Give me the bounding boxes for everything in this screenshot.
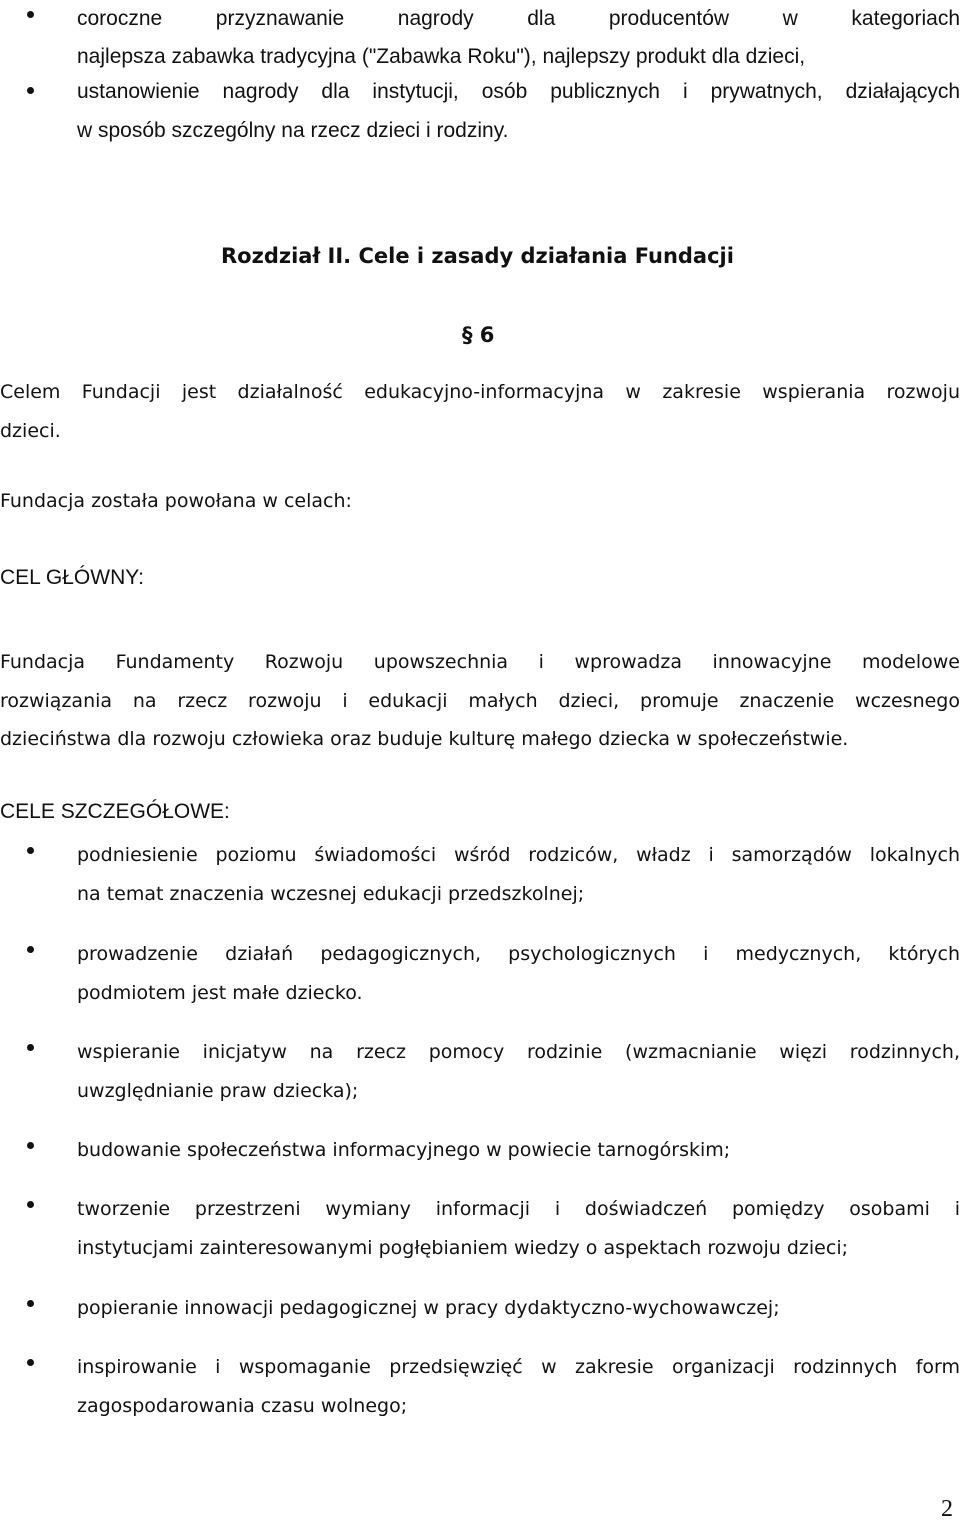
- list-item-line: zagospodarowania czasu wolnego;: [77, 1394, 408, 1417]
- bullet-icon: [27, 1359, 34, 1366]
- bullet-icon: [27, 87, 34, 94]
- aim-paragraph: [0, 373, 960, 451]
- main-goal-label: CEL GŁÓWNY:: [0, 566, 144, 589]
- list-item-line: coroczne przyznawanie nagrody dla producentów w kategoriach: [77, 7, 960, 30]
- paragraph-line: rozwiązania na rzecz rozwoju i edukacji małych dzieci, promuje znaczenie wczesnego: [0, 689, 960, 712]
- list-item-line: podmiotem jest małe dziecko.: [77, 981, 363, 1004]
- paragraph-line: dzieciństwa dla rozwoju człowieka oraz buduje kulturę małego dziecka w społeczeństwie.: [0, 728, 849, 750]
- specific-goals-label: CELE SZCZEGÓŁOWE:: [0, 800, 230, 823]
- list-item-line: podniesienie poziomu świadomości wśród rodziców, władz i samorządów lokalnych: [77, 844, 960, 866]
- chapter-title: Rozdział II. Cele i zasady działania Fundacji: [221, 244, 734, 268]
- list-item-line: tworzenie przestrzeni wymiany informacji i doświadczeń pomiędzy osobami i: [77, 1198, 960, 1220]
- bullet-icon: [27, 11, 34, 18]
- list-item-line: budowanie społeczeństwa informacyjnego w powiecie tarnogórskim;: [77, 1139, 731, 1161]
- paragraph-line: dzieci.: [0, 420, 61, 442]
- list-item-line: prowadzenie działań pedagogicznych, psychologicznych i medycznych, których: [77, 943, 960, 965]
- bullet-icon: [27, 1142, 34, 1149]
- list-item-line: w sposób szczególny na rzecz dzieci i rodziny.: [77, 119, 509, 142]
- bullet-icon: [27, 1201, 34, 1208]
- established-for-text: Fundacja została powołana w celach:: [0, 490, 352, 512]
- bullet-icon: [27, 946, 34, 953]
- list-item-line: najlepsza zabawka tradycyjna ("Zabawka Roku"), najlepszy produkt dla dzieci,: [77, 45, 806, 68]
- list-item-line: na temat znaczenia wczesnej edukacji przedszkolnej;: [77, 882, 585, 905]
- bullet-icon: [27, 1044, 34, 1051]
- list-item-line: ustanowienie nagrody dla instytucji, osób publicznych i prywatnych, działających: [77, 80, 960, 103]
- list-item-line: popieranie innowacji pedagogicznej w pracy dydaktyczno-wychowawczej;: [77, 1297, 780, 1319]
- list-item-line: uwzględnianie praw dziecka);: [77, 1079, 359, 1102]
- paragraph-line: Fundacja Fundamenty Rozwoju upowszechnia i wprowadza innowacyjne modelowe: [0, 651, 960, 673]
- paragraph-line: Celem Fundacji jest działalność edukacyjno-informacyjna w zakresie wspierania rozwoju: [0, 381, 960, 403]
- section-sign: § 6: [462, 323, 495, 347]
- page-number: 2: [941, 1496, 953, 1522]
- list-item-line: inspirowanie i wspomaganie przedsięwzięć w zakresie organizacji rodzinnych form: [77, 1356, 960, 1378]
- main-goal-text: [0, 643, 960, 759]
- list-item-line: wspieranie inicjatyw na rzecz pomocy rodzinie (wzmacnianie więzi rodzinnych,: [77, 1041, 960, 1063]
- bullet-icon: [27, 1300, 34, 1307]
- list-item-line: instytucjami zainteresowanymi pogłębianiem wiedzy o aspektach rozwoju dzieci;: [77, 1236, 849, 1259]
- bullet-icon: [27, 847, 34, 854]
